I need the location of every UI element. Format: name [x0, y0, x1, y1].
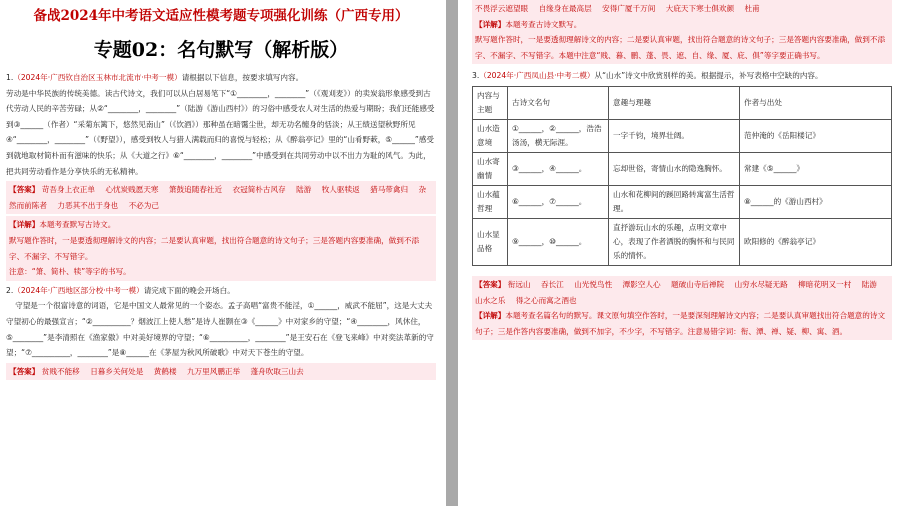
answer-2: 【答案】 贫贱不能移 日暮乡关何处是 黄鹤楼 九万里风鹏正举 蓬舟吹取三山去 [6, 363, 436, 381]
page-gap [446, 0, 458, 506]
question-2-body: 守望是一个很富诗意的词语，它是中国文人最常见的一个姿态。孟子高唱“富贵不能淫，①______，威武不能屈”，这是大丈夫守望初心的最强宣言；“②__________？烟波江上使人愁”是诗人崔颢在③《______》中对家乡的守望；“④________，风休住，⑤________”是李清照在《渔家傲》中对美好境界的守望；“⑥__________，________”是王安石在《登飞来峰》中对奕法革新的守望；“⑦__________，________”是⑧______在《茅屋为秋风所破歌》中对天下苍生的守望。 [6, 301, 434, 358]
answer-item: 黄鹤楼 [153, 366, 177, 376]
table-header-row [473, 86, 892, 119]
question-1-source: （2024年·广西钦自治区玉林市北流市·中考一模） [13, 73, 182, 82]
answer-item: 力恶其不出于身也 [57, 200, 119, 210]
answer-item: 山水之乐 [475, 295, 506, 305]
answer-item: 柳暗花明又一村 [798, 279, 852, 289]
table-header: 内容与主题 [473, 86, 508, 119]
answer-item: 安得广厦千万间 [602, 4, 656, 13]
page-right [458, 0, 900, 506]
answer-item: 吞长江 [541, 279, 564, 289]
answer-item: 题破山寺后禅院 [670, 279, 725, 289]
answer-item: 山光悦鸟性 [574, 279, 613, 289]
table-header: 意趣与理趣 [609, 86, 740, 119]
answer-1: 【答案】 苛吾身上衣正单 心忧炭贱愿天寒 箫鼓追随春社近 衣冠简朴古风存 陆游 牧人驱犊返 猎马带禽归 杂然而前陈者 力恶其不出于身也 不必为己 [6, 181, 436, 214]
answer-item: 潭影空人心 [622, 279, 661, 289]
poem-table [472, 86, 892, 266]
table-row: 山水蕴哲理 ⑥______，⑦______。 山水和花柳间的蹊回路转寓富生活哲理。 ⑧______的《游山西村》 [473, 185, 892, 218]
answer-item: 杜甫 [744, 4, 760, 13]
page-left [0, 0, 446, 506]
answer-item: 日暮乡关何处是 [90, 366, 144, 376]
answer-item: 大庇天下寒士俱欢颜 [665, 4, 735, 13]
answer-item: 箫鼓追随春社近 [168, 185, 223, 195]
answer-item: 山穷水尽疑无路 [734, 279, 788, 289]
answer-2-continued: 不畏浮云遮望眼 自缘身在最高层 安得广厦千万间 大庇天下寒士俱欢颜 杜甫 【详解】本题考查古诗文默写。 默写题作答时，一是要透彻理解诗文的内容；二是要认真审题，找出符合题意的诗文句子；三是答题内容要准确，做到不添字、不漏字、不写错字。本题中注意“贱、暮、鹏、蓬、畏、遮、自、缘、厦、庇、俱”等字要正确书写。 [472, 0, 892, 64]
doc-header: 备战2024年中考语文适应性模考题专项强化训练（广西专用） [33, 8, 409, 24]
question-1-body: 劳动是中华民族的传统美德。读古代诗文，我们可以从白居易笔下“①________，________”（《观刈麦》）的卖炭翁形象感受到古代劳动人民的辛苦劳碌；从②“________，________”（陆游《游山西村》）的习俗中感受农人对生活的热爱与期盼；我们还能感受到③______（作者）“采菊东篱下，悠然见南山”（《饮酒》）那种虽在暗霭尘世，却无功名缠身的恬淡；从王绩送望秋野所见④“________，________”（《野望》），感受到牧人与猎人满载而归的喜悦与轻松；从《醉翁亭记》里的“山肴野蔌，⑤______”感受到就地取材简朴而有滋味的快乐；从《大道之行》⑥“________，________”中感受到在共同劳动中以不出力为耻的风气。为此，把共同劳动看作是分享快乐的无私精神。 [6, 88, 435, 176]
answer-item: 猎马带禽归 [370, 185, 409, 195]
question-3: 3.（2024年·广西凤山县·中考二模）从“山水”诗文中欣赏别样的美。根据提示，补写表格中空缺的内容。 [472, 71, 823, 81]
table-header: 作者与出处 [740, 86, 892, 119]
answer-item: 蓬舟吹取三山去 [250, 366, 304, 376]
question-2-source: （2024年·广西地区部分校·中考一模） [13, 285, 144, 295]
question-1: 1.（2024年·广西钦自治区玉林市北流市·中考一模）请根据以下信息，按要求填写内容。 [6, 73, 304, 82]
table-row: 山水造意境 ①______，②______，浩浩汤汤，横无际涯。 一字千钧，境界壮阔。 范仲淹的《岳阳楼记》 [473, 119, 892, 152]
question-2: 2.（2024年·广西地区部分校·中考一模）请完成下面的晚会开场白。 [6, 285, 235, 295]
question-3-source: （2024年·广西凤山县·中考二模） [479, 71, 595, 81]
table-row: 山水寄幽情 ③______，④______。 忘却世俗，寄情山水的隐逸胸怀。 常建《⑤______》 [473, 152, 892, 185]
answer-item: 苛吾身上衣正单 [41, 185, 95, 195]
table-row: 山水显品格 ⑨______，⑩______。 直抒游玩山水的乐趣，点明文章中心，表现了作者洒脱的胸怀和与民同乐的情怀。 欧阳修的《醉翁亭记》 [473, 218, 892, 265]
answer-item: 自缘身在最高层 [538, 4, 592, 13]
answer-item: 贫贱不能移 [41, 366, 80, 376]
doc-title: 专题02：名句默写（解析版） [93, 39, 349, 61]
answer-item: 九万里风鹏正举 [186, 366, 241, 376]
answer-item: 杂然而前陈者 [9, 185, 427, 210]
answer-item: 衔远山 [507, 279, 531, 289]
answer-item: 陆游 [296, 185, 312, 195]
answer-item: 衣冠简朴古风存 [232, 185, 286, 195]
answer-item: 不畏浮云遮望眼 [475, 4, 529, 13]
answer-item: 陆游 [861, 279, 877, 289]
answer-item: 得之心而寓之酒也 [515, 295, 577, 305]
explanation-1: 【详解】本题考查默写古诗文。 默写题作答时，一是要透彻理解诗文的内容；二是要认真审题，找出符合题意的诗文句子；三是答题内容要准确，做到不添字、不漏字、不写错字。 注意：“箫、简朴、犊”等字的书写。 [6, 216, 436, 280]
answer-item: 心忧炭贱愿天寒 [105, 185, 159, 195]
table-header: 古诗文名句 [508, 86, 609, 119]
answer-item: 牧人驱犊返 [321, 185, 360, 195]
answer-3: 【答案】 衔远山 吞长江 山光悦鸟性 潭影空人心 题破山寺后禅院 山穷水尽疑无路 柳暗花明又一村 陆游 山水之乐 得之心而寓之酒也 【详解】本题考查名篇名句的默写。课文原句填空作答时，一是要深刻理解诗文内容；二是要认真审题找出符合题意的诗文句子；三是作答内容要准确，做到不加字，不少字，不写错字。注意易错字词：衔、潭、禅、疑、柳、寓、酒。 [472, 276, 892, 340]
answer-item: 不必为己 [128, 200, 159, 210]
